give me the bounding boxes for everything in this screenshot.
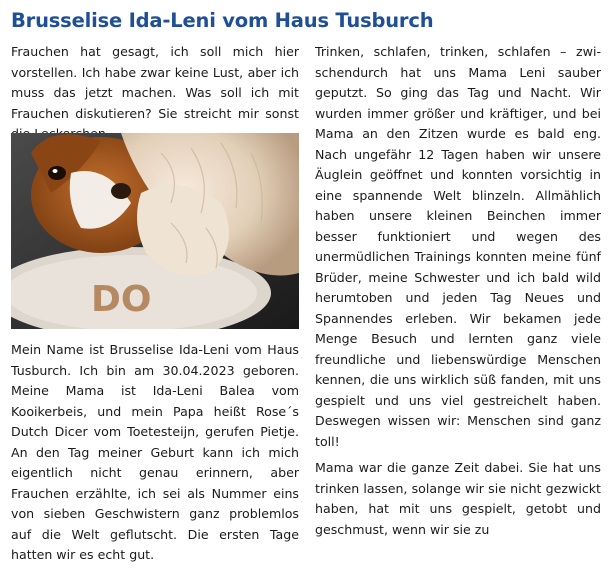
intro-column [11,42,299,145]
bio-paragraph: Mein Name ist Brusselise Ida-Leni vom Haus Tusburch. Ich bin am 30.04.2023 geboren. Meine Mama ist Ida-Leni Balea vom Kooikerbeis, und mein Papa heißt Rose´s Dutch Dicer vom Toetesteijn, gerufen Pietje. An den Tag meiner Geburt kann ich mich eigentlich nicht genau erinnern, aber Frauchen erzählte, ich sei als Nummer eins von sieben Geschwistern ganz problemlos auf die Welt geflutscht. Die ersten Tage hatten wir es echt gut. [11,342,299,562]
bio-column [11,340,299,566]
toy-lettering: DO [91,279,152,320]
story-paragraph-1: Trinken, schlafen, trinken, schlafen – zwischendurch hat uns Mama Leni sauber geputzt. So ging das Tag und Nacht. Wir wurden immer größer und kräftiger, und bei Mama an den Zitzen wurde es bald eng. Nach ungefähr 12 Tagen haben wir unsere Äuglein geöffnet und konnten vorsichtig in eine spannende Welt blinzeln. Allmählich haben unsere kleinen Beinchen immer besser funktioniert und wegen des unermüdlichen Trainings konnten meine fünf Brüder, meine Schwester und ich bald wild herumtoben und jeden Tag Neues und Spannendes erleben. Wir bekamen jede Menge Besuch und lernten ganz viele freundliche und liebenswürdige Menschen kennen, die uns wirklich süß fanden, mit uns gespielt und uns viel gestreichelt haben. Deswegen wissen wir: Menschen sind ganz toll! [315,44,601,449]
puppy-photo-icon [11,133,299,329]
story-column [315,42,601,540]
article-title: Brusselise Ida-Leni vom Haus Tusburch [11,9,434,32]
puppy-photo [11,133,299,329]
intro-paragraph: Frauchen hat gesagt, ich soll mich hier vorstellen. Ich habe zwar keine Lust, aber ich muss das jetzt machen. Was soll ich mit Frauchen diskutieren? Sie streicht mir sonst [11,44,299,121]
story-paragraph-2: Mama war die ganze Zeit dabei. Sie hat uns trinken lassen, solange wir sie nicht gezwickt haben, hat mit uns gespielt, getobt und geschmust, wenn wir sie zu [315,460,601,537]
